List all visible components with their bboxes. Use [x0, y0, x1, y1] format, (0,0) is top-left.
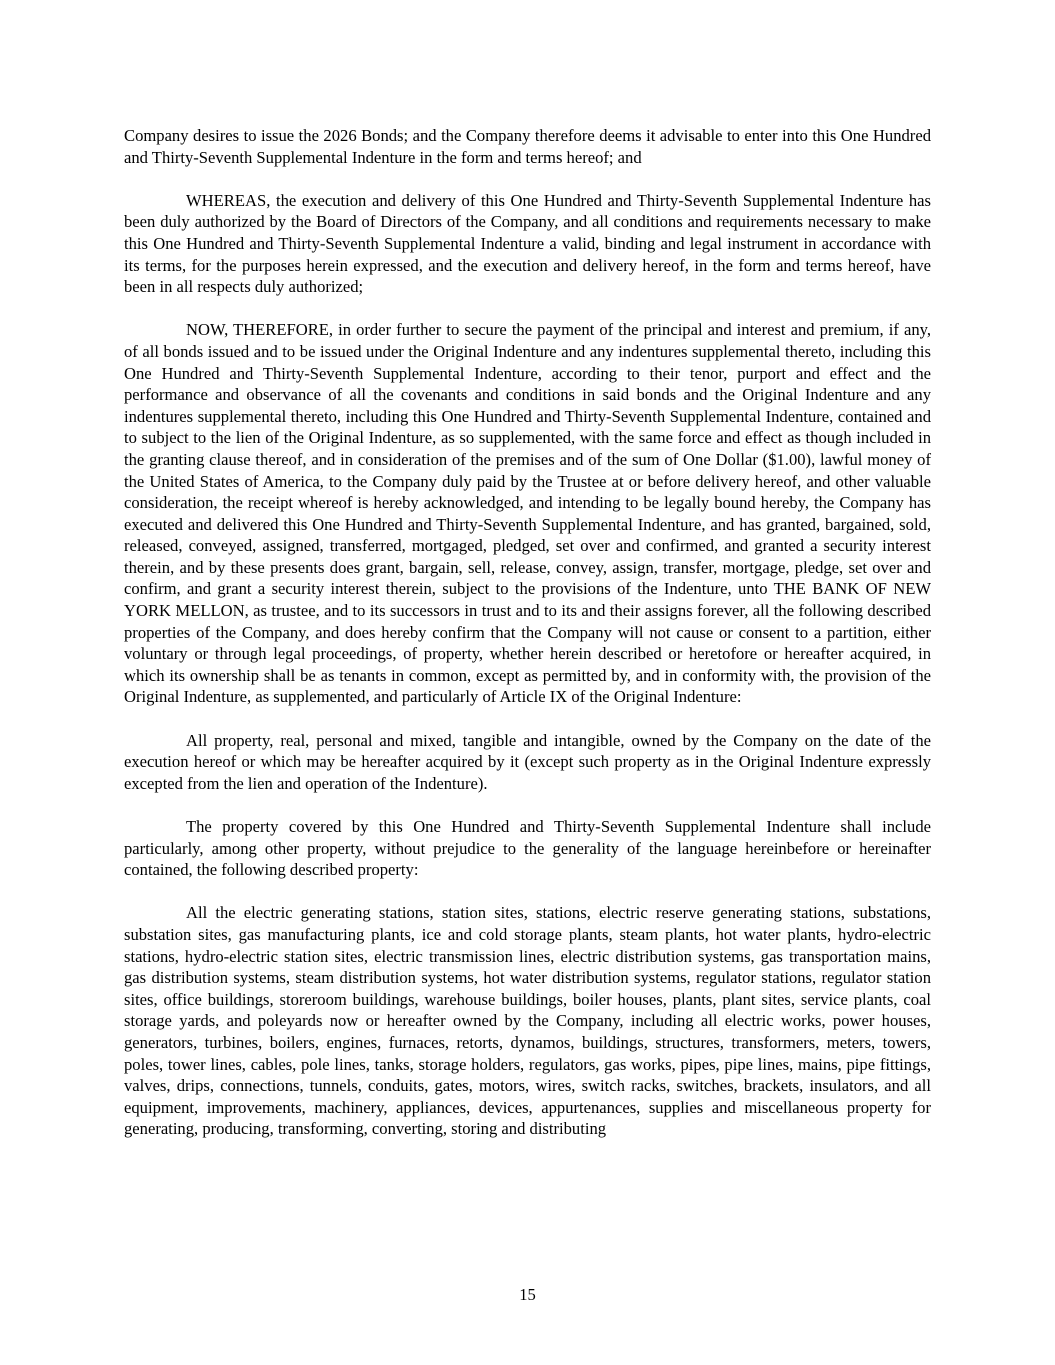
paragraph-whereas: WHEREAS, the execution and delivery of this One Hundred and Thirty-Seventh Supplemental Indenture has been duly authorized by the Board of Directors of the Company, and all conditions and requirements necessary to make this One Hundred and Thirty-Seventh Supplemental Indenture a valid, binding and legal instrument in accordance with its terms, for the purposes herein expressed, and the execution and delivery hereof, in the form and terms hereof, have been in all respects duly authorized; [124, 190, 931, 297]
page-number: 15 [519, 1285, 536, 1304]
paragraph-all-property: All property, real, personal and mixed, tangible and intangible, owned by the Company on the date of the execution hereof or which may be hereafter acquired by it (except such property as in the Original Indenture expressly excepted from the lien and operation of the Indenture). [124, 730, 931, 793]
paragraph-now-therefore: NOW, THEREFORE, in order further to secure the payment of the principal and interest and premium, if any, of all bonds issued and to be issued under the Original Indenture and any indentures supplemental thereto, including this One Hundred and Thirty-Seventh Supplemental Indenture, according to their tenor, purport and effect and the performance and observance of all the covenants and conditions in said bonds and the Original Indenture and any indentures supplemental thereto, including this One Hundred and Thirty-Seventh Supplemental Indenture, contained and to subject to the lien of the Original Indenture, as so supplemented, with the same force and effect as though included in the granting clause thereof, and in consideration of the premises and of the sum of One Dollar ($1.00), lawful money of the United States of America, to the Company duly paid by the Trustee at or before delivery hereof, and other valuable consideration, the receipt whereof is hereby acknowledged, and intending to be legally bound hereby, the Company has executed and delivered this One Hundred and Thirty-Seventh Supplemental Indenture, and has granted, bargained, sold, released, conveyed, assigned, transferred, mortgaged, pledged, set over and confirmed, and granted a security interest therein, and by these presents does grant, bargain, sell, release, convey, assign, transfer, mortgage, pledge, set over and confirm, and grant a security interest therein, subject to the provisions of the Indenture, unto THE BANK OF NEW YORK MELLON, as trustee, and to its successors in trust and to its and their assigns forever, all the following described properties of the Company, and does hereby confirm that the Company will not cause or consent to a partition, either voluntary or through legal proceedings, of property, whether herein described or heretofore or hereafter acquired, in which its ownership shall be as tenants in common, except as permitted by, and in conformity with, the provision of the Original Indenture, as supplemented, and particularly of Article IX of the Original Indenture: [124, 320, 931, 707]
paragraph-continuation: Company desires to issue the 2026 Bonds; and the Company therefore deems it advisable to enter into this One Hundred and Thirty-Seventh Supplemental Indenture in the form and terms hereof; and [124, 126, 931, 167]
paragraph-property-covered: The property covered by this One Hundred and Thirty-Seventh Supplemental Indenture shall include particularly, among other property, without prejudice to the generality of the language hereinbefore or hereinafter contained, the following described property: [124, 817, 931, 880]
body-text [124, 125, 931, 1162]
paragraph-electric-stations: All the electric generating stations, station sites, stations, electric reserve generating stations, substations, substation sites, gas manufacturing plants, ice and cold storage plants, steam plants, hot water plants, hydro-electric stations, hydro-electric station sites, electric transmission lines, electric distribution systems, gas transportation mains, gas distribution systems, steam distribution systems, hot water distribution systems, regulator stations, regulator station sites, office buildings, storeroom buildings, warehouse buildings, boiler houses, plants, plant sites, service plants, coal storage yards, and poleyards now or hereafter owned by the Company, including all electric works, power houses, generators, turbines, boilers, engines, furnaces, retorts, dynamos, buildings, structures, transformers, meters, towers, poles, tower lines, cables, pole lines, tanks, storage holders, regulators, gas works, pipes, pipe lines, mains, pipe fittings, valves, drips, connections, tunnels, conduits, gates, motors, wires, switch racks, switches, brackets, insulators, and all equipment, improvements, machinery, appliances, devices, appurtenances, supplies and miscellaneous property for generating, producing, transforming, converting, storing and distributing [124, 903, 931, 1139]
